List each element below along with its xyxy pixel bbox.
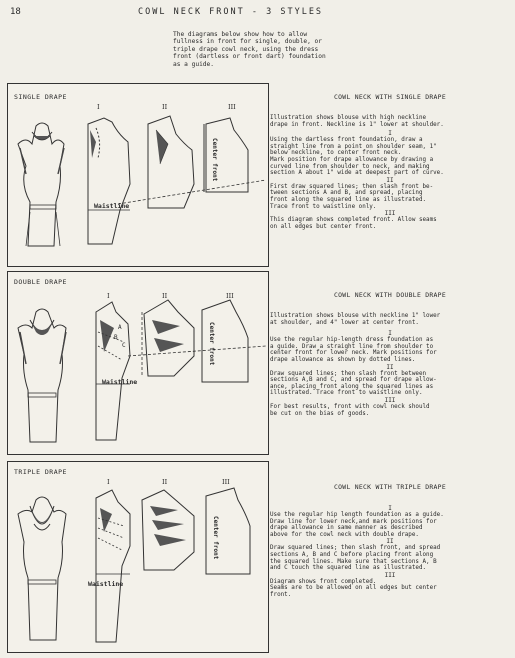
column-label: III <box>228 103 236 111</box>
center-front-label: Center front <box>208 322 215 366</box>
single-drape-panel <box>7 83 269 267</box>
center-front-label: Center front <box>211 138 218 182</box>
column-label: I <box>97 103 100 111</box>
paragraph: For best results, front with cowl neck should be cut on the bias of goods. <box>270 403 430 417</box>
double-drape-figure <box>8 272 268 454</box>
section-title: COWL NECK WITH SINGLE DRAPE <box>334 93 446 101</box>
double-drape-panel <box>7 271 269 455</box>
paragraph: This diagram shows completed front. Allow seams on all edges but center front. <box>270 217 437 230</box>
triple-drape-panel <box>7 461 269 653</box>
single-drape-instructions <box>270 93 510 230</box>
paragraph: Use the regular hip length foundation as a guide. Draw line for lower neck,and mark positions for drape allowance in same manner as described above for the cowl neck with double drape. <box>270 512 444 538</box>
column-label: II <box>162 292 168 300</box>
intro-text: The diagrams below show how to allow fullness in front for single, double, or triple drape cowl neck, using the dress front (dartless or front dart) foundation as a guide. <box>173 31 326 68</box>
step-number: II <box>386 176 394 184</box>
page-title: COWL NECK FRONT - 3 STYLES <box>138 7 324 17</box>
step-number: I <box>388 330 392 338</box>
column-label: III <box>222 478 230 486</box>
section-title: COWL NECK WITH TRIPLE DRAPE <box>334 483 446 491</box>
paragraph: Illustration shows blouse with neckline 1" lower at shoulder, and 4" lower at center front. <box>270 313 441 326</box>
double-drape-instructions <box>270 291 510 417</box>
paragraph: Using the dartless front foundation, draw a straight line from a point on shoulder seam, 1" below neckline, to center front neck. Mark position for drape allowance by drawing a curved line from shoulder to neck, and making section A about 1" wide at deepest part of curve. <box>270 137 444 177</box>
step-number: II <box>386 538 394 546</box>
waistline-label: Waistline <box>88 580 124 588</box>
section-b-label: B <box>114 334 118 341</box>
paragraph: First draw squared lines; then slash front be- tween sections A and B, and spread, placing front along the squared line as illustrated. Trace front to waistline only. <box>270 183 434 210</box>
column-label: I <box>107 292 110 300</box>
column-label: I <box>107 478 110 486</box>
panel-label: DOUBLE DRAPE <box>14 278 67 286</box>
center-front-label: Center front <box>212 516 219 560</box>
paragraph: Diagram shows front completed. Seams are to be allowed on all edges but center front. <box>270 578 437 598</box>
section-a-label: A <box>118 324 122 331</box>
step-number: I <box>388 130 392 138</box>
step-number: III <box>384 396 396 404</box>
paragraph: Use the regular hip-length dress foundation as a guide. Draw a straight line from shoulder to center front for lower neck. Mark positions for drape allowance as shown by dotted lines. <box>270 337 437 363</box>
waistline-label: Waistline <box>102 378 138 386</box>
section-c-label: C <box>122 342 126 349</box>
single-drape-figure <box>8 84 268 266</box>
panel-label: TRIPLE DRAPE <box>14 468 67 476</box>
step-number: III <box>384 571 396 579</box>
paragraph: Draw squared lines; then slash front between sections A,B and C, and spread for drape allow- ance, placing front along the squared lines as illustrated. Trace front to waistline only. <box>270 370 437 397</box>
step-number: II <box>386 363 394 371</box>
page-number: 18 <box>10 7 21 17</box>
step-number: I <box>388 505 392 512</box>
section-title: COWL NECK WITH DOUBLE DRAPE <box>334 291 446 299</box>
step-number: III <box>384 210 396 218</box>
triple-drape-figure <box>8 462 268 652</box>
column-label: III <box>226 292 234 300</box>
column-label: II <box>162 478 168 486</box>
triple-drape-instructions <box>270 483 510 599</box>
waistline-label: Waistline <box>94 202 130 210</box>
paragraph: Illustration shows blouse with high neckline drape in front. Neckline is 1" lower at shoulder. <box>270 115 444 128</box>
panel-label: SINGLE DRAPE <box>14 93 67 101</box>
paragraph: Draw squared lines; then slash front, and spread sections A, B and C before placing front along the squared lines. Make sure that sections A, B and C touch the squared line as illustrated. <box>270 545 441 572</box>
column-label: II <box>162 103 168 111</box>
